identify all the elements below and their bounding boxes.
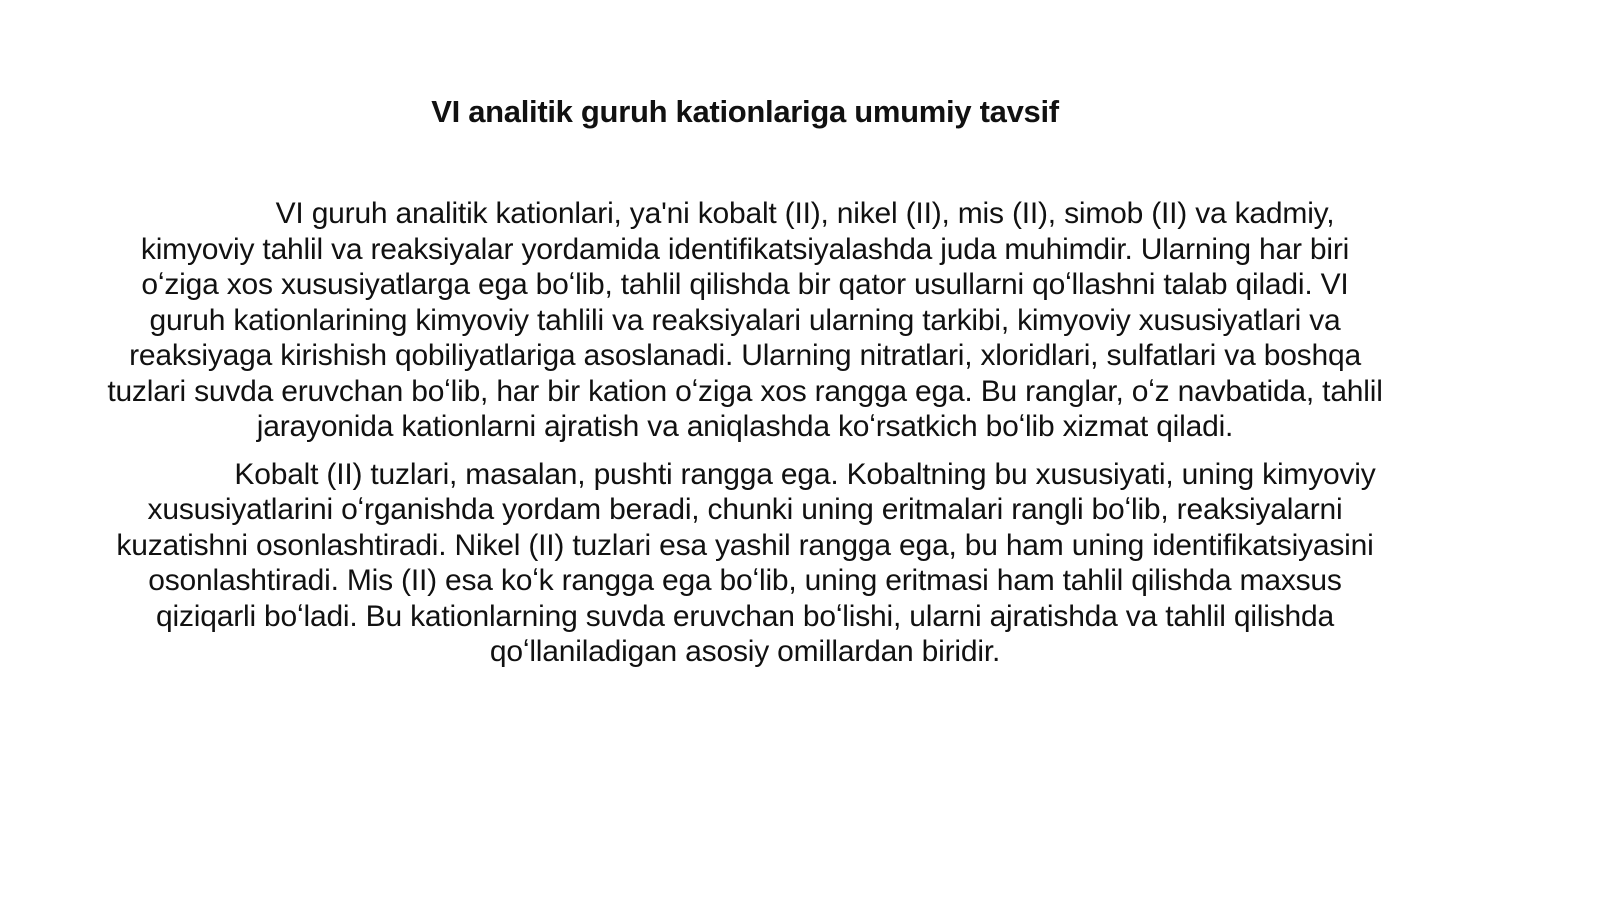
paragraph-intro: VI guruh analitik kationlari, ya'ni kobalt (II), nikel (II), mis (II), simob (II) va kadmiy, kimyoviy tahlil va reaksiyalar yordamida identifikatsiyalashda juda muhimdir. Ularning har biri oʻziga xos xususiyatlarga ega boʻlib, tahlil qilishda bir qator usullarni qoʻllashni talab qiladi. VI guruh kationlarining kimyoviy tahlili va reaksiyalari ularning tarkibi, kimyoviy xususiyatlari va reaksiyaga kirishish qobiliyatlariga asoslanadi. Ularning nitratlari, xloridlari, sulfatlari va boshqa tuzlari suvda eruvchan boʻlib, har bir kation oʻziga xos rangga ega. Bu ranglar, oʻz navbatida, tahlil jarayonida kationlarni ajratish va aniqlashda koʻrsatkich boʻlib xizmat qiladi. (107, 197, 1383, 443)
paragraph-colors: Kobalt (II) tuzlari, masalan, pushti rangga ega. Kobaltning bu xususiyati, uning kimyoviy xususiyatlarini oʻrganishda yordam beradi, chunki uning eritmalari rangli boʻlib, reaksiyalarni kuzatishni osonlashtiradi. Nikel (II) tuzlari esa yashil rangga ega, bu ham uning identifikatsiyasini osonlashtiradi. Mis (II) esa koʻk rangga ega boʻlib, uning eritmasi ham tahlil qilishda maxsus qiziqarli boʻladi. Bu kationlarning suvda eruvchan boʻlishi, ularni ajratishda va tahlil qilishda qoʻllaniladigan asosiy omillardan biridir. (116, 457, 1376, 668)
document-title: VI analitik guruh kationlariga umumiy tavsif (431, 94, 1059, 129)
document-body (100, 196, 1390, 682)
